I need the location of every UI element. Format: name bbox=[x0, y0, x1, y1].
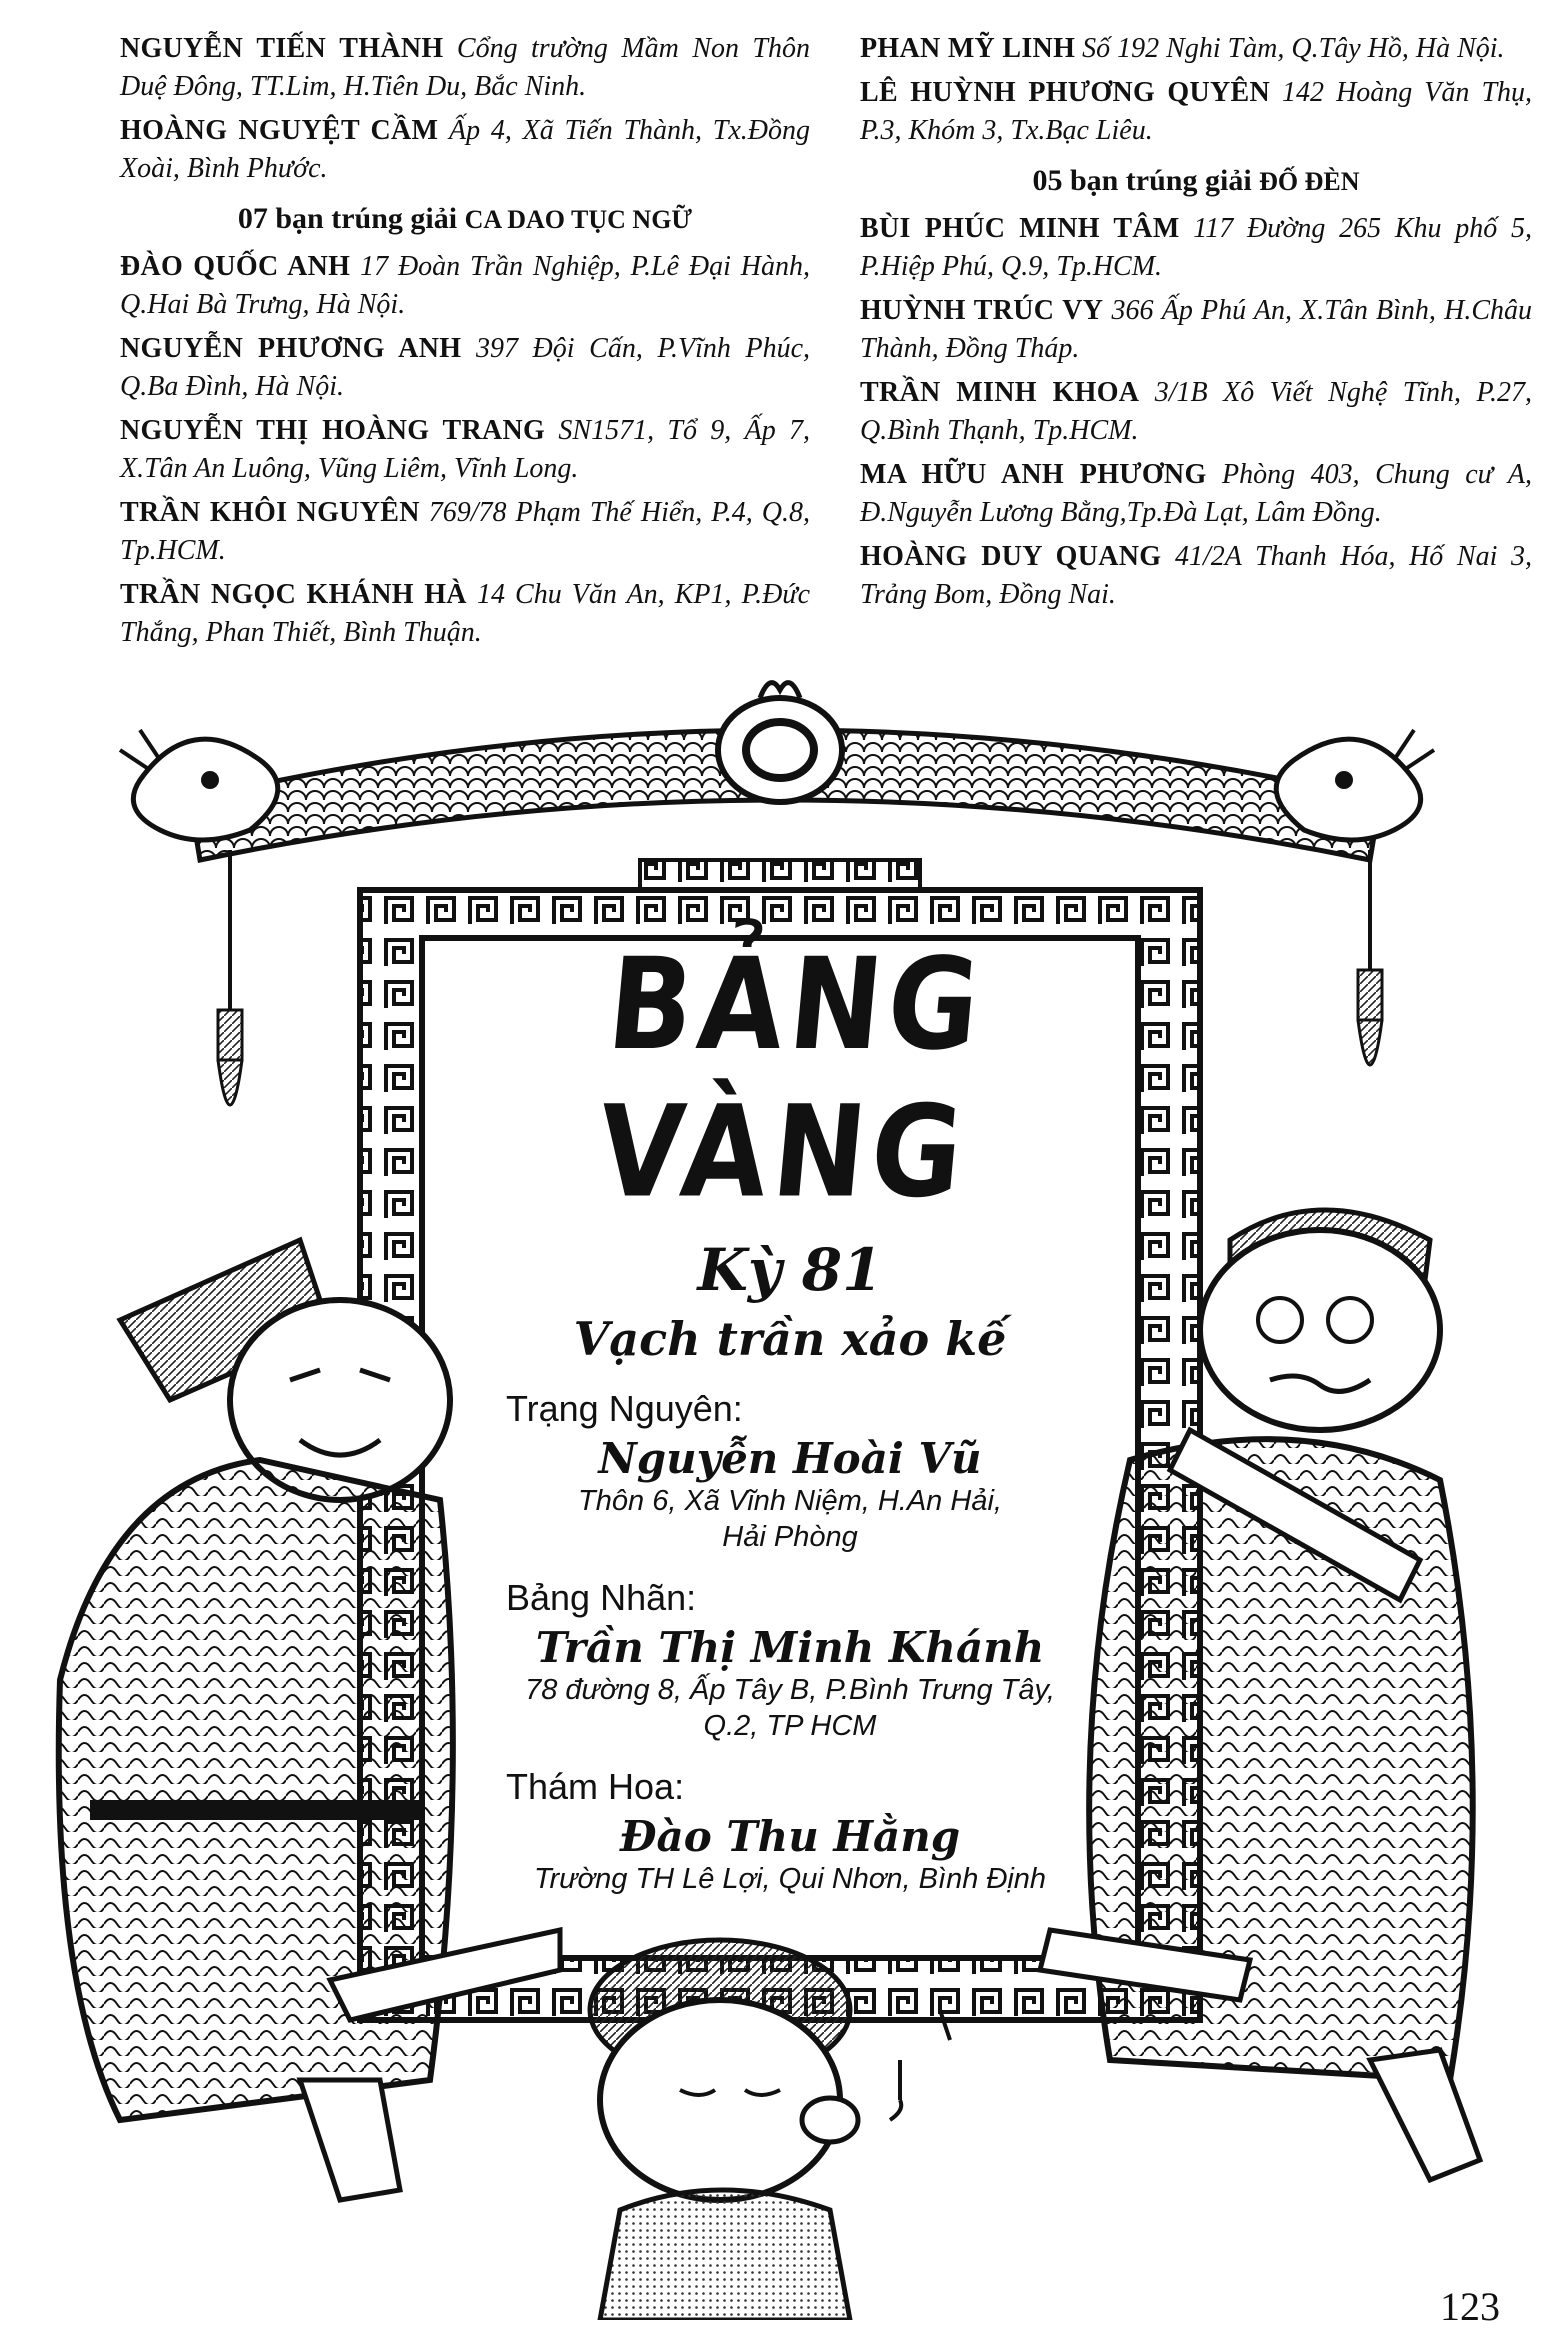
rank-winner-name: Đào Thu Hằng bbox=[619, 1812, 961, 1861]
winner-entry bbox=[860, 456, 1532, 532]
winner-entry bbox=[860, 292, 1532, 368]
winner-address: SN1571, Tổ 9, Ấp 7, X.Tân An Luông, Vũng Liêm, Vĩnh Long. bbox=[120, 415, 810, 484]
winner-address: Ấp 4, Xã Tiến Thành, Tx.Đồng Xoài, Bình Phước. bbox=[120, 115, 811, 184]
winner-name: NGUYỄN TIẾN THÀNH bbox=[120, 33, 444, 64]
section-category: CA DAO TỤC NGỮ bbox=[464, 205, 693, 234]
winner-name: HOÀNG DUY QUANG bbox=[860, 541, 1162, 572]
winner-entry bbox=[120, 494, 810, 570]
winner-address: 397 Đội Cấn, P.Vĩnh Phúc, Q.Ba Đình, Hà Nội. bbox=[120, 333, 811, 402]
winner-address: 17 Đoàn Trần Nghiệp, P.Lê Đại Hành, Q.Hai Bà Trưng, Hà Nội. bbox=[120, 251, 811, 320]
winner-entry bbox=[860, 538, 1532, 614]
winner-address: 14 Chu Văn An, KP1, P.Đức Thắng, Phan Thiết, Bình Thuận. bbox=[120, 579, 811, 648]
winner-address: 117 Đường 265 Khu phố 5, P.Hiệp Phú, Q.9, Tp.HCM. bbox=[860, 213, 1532, 282]
winner-name: HOÀNG NGUYỆT CẦM bbox=[120, 115, 439, 146]
winner-name: NGUYỄN THỊ HOÀNG TRANG bbox=[120, 415, 546, 446]
winner-address: 142 Hoàng Văn Thụ, P.3, Khóm 3, Tx.Bạc Liêu. bbox=[860, 77, 1533, 146]
winner-entry bbox=[860, 374, 1532, 450]
winner-entry bbox=[120, 30, 810, 106]
winner-name: LÊ HUỲNH PHƯƠNG QUYÊN bbox=[860, 77, 1271, 108]
winner-entry bbox=[120, 412, 810, 488]
winner-address: Phòng 403, Chung cư A, Đ.Nguyễn Lương Bằng,Tp.Đà Lạt, Lâm Đồng. bbox=[860, 459, 1533, 528]
winner-name: PHAN MỸ LINH bbox=[860, 33, 1076, 64]
winner-name: BÙI PHÚC MINH TÂM bbox=[860, 213, 1180, 244]
winner-name: ĐÀO QUỐC ANH bbox=[120, 251, 351, 282]
winner-name: MA HỮU ANH PHƯƠNG bbox=[860, 459, 1207, 490]
winner-entry bbox=[120, 576, 810, 652]
rank-label-tham-hoa: Thám Hoa: bbox=[506, 1766, 685, 1807]
issue-number: Kỳ 81 bbox=[697, 1236, 883, 1304]
winner-entry bbox=[120, 248, 810, 324]
golden-board-illustration bbox=[0, 680, 1554, 2320]
rank-winner-address: Thôn 6, Xã Vĩnh Niệm, H.An Hải, bbox=[578, 1485, 1002, 1517]
winner-address: 41/2A Thanh Hóa, Hố Nai 3, Trảng Bom, Đồng Nai. bbox=[860, 541, 1533, 610]
winner-name: HUỲNH TRÚC VY bbox=[860, 295, 1104, 326]
winner-name: TRẦN KHÔI NGUYÊN bbox=[120, 497, 420, 528]
section-category: ĐỐ ĐÈN bbox=[1259, 167, 1360, 196]
section-heading-ca-dao bbox=[120, 202, 810, 236]
winner-name: TRẦN MINH KHOA bbox=[860, 377, 1140, 408]
rank-winner-address: 78 đường 8, Ấp Tây B, P.Bình Trưng Tây, bbox=[525, 1674, 1055, 1706]
board-title: BẢNG VÀNG bbox=[591, 930, 992, 1226]
rank-winner-address: Q.2, TP HCM bbox=[703, 1710, 877, 1742]
winner-address: Số 192 Nghi Tàm, Q.Tây Hồ, Hà Nội. bbox=[1082, 33, 1505, 64]
winner-address: 366 Ấp Phú An, X.Tân Bình, H.Châu Thành, Đồng Tháp. bbox=[860, 295, 1533, 364]
rank-winner-address: Hải Phòng bbox=[722, 1521, 858, 1553]
winner-address: 3/1B Xô Viết Nghệ Tĩnh, P.27, Q.Bình Thạnh, Tp.HCM. bbox=[860, 377, 1532, 446]
contest-subtitle: Vạch trần xảo kế bbox=[573, 1312, 1007, 1366]
section-count: 05 bạn trúng giải bbox=[1032, 164, 1252, 197]
winner-entry bbox=[860, 74, 1532, 150]
winner-entry bbox=[860, 30, 1532, 68]
winner-name: TRẦN NGỌC KHÁNH HÀ bbox=[120, 579, 467, 610]
winner-entry bbox=[120, 330, 810, 406]
rank-winner-name: Nguyễn Hoài Vũ bbox=[598, 1434, 982, 1483]
winner-name: NGUYỄN PHƯƠNG ANH bbox=[120, 333, 462, 364]
section-count: 07 bạn trúng giải bbox=[237, 202, 458, 235]
page-number: 123 bbox=[1440, 2284, 1500, 2329]
section-heading-do-den bbox=[860, 164, 1532, 198]
board-content bbox=[470, 930, 1110, 1897]
winner-address: 769/78 Phạm Thế Hiển, P.4, Q.8, Tp.HCM. bbox=[120, 497, 810, 566]
rank-label-trang-nguyen: Trạng Nguyên: bbox=[506, 1388, 743, 1429]
left-column bbox=[120, 30, 810, 658]
right-column bbox=[860, 30, 1532, 620]
rank-winner-name: Trần Thị Minh Khánh bbox=[535, 1623, 1045, 1672]
winner-entry bbox=[860, 210, 1532, 286]
winner-address: Cổng trường Mầm Non Thôn Duệ Đông, TT.Lim, H.Tiên Du, Bắc Ninh. bbox=[120, 33, 810, 102]
rank-label-bang-nhan: Bảng Nhãn: bbox=[506, 1577, 697, 1618]
rank-winner-address: Trường TH Lê Lợi, Qui Nhơn, Bình Định bbox=[533, 1863, 1047, 1895]
winner-entry bbox=[120, 112, 810, 188]
